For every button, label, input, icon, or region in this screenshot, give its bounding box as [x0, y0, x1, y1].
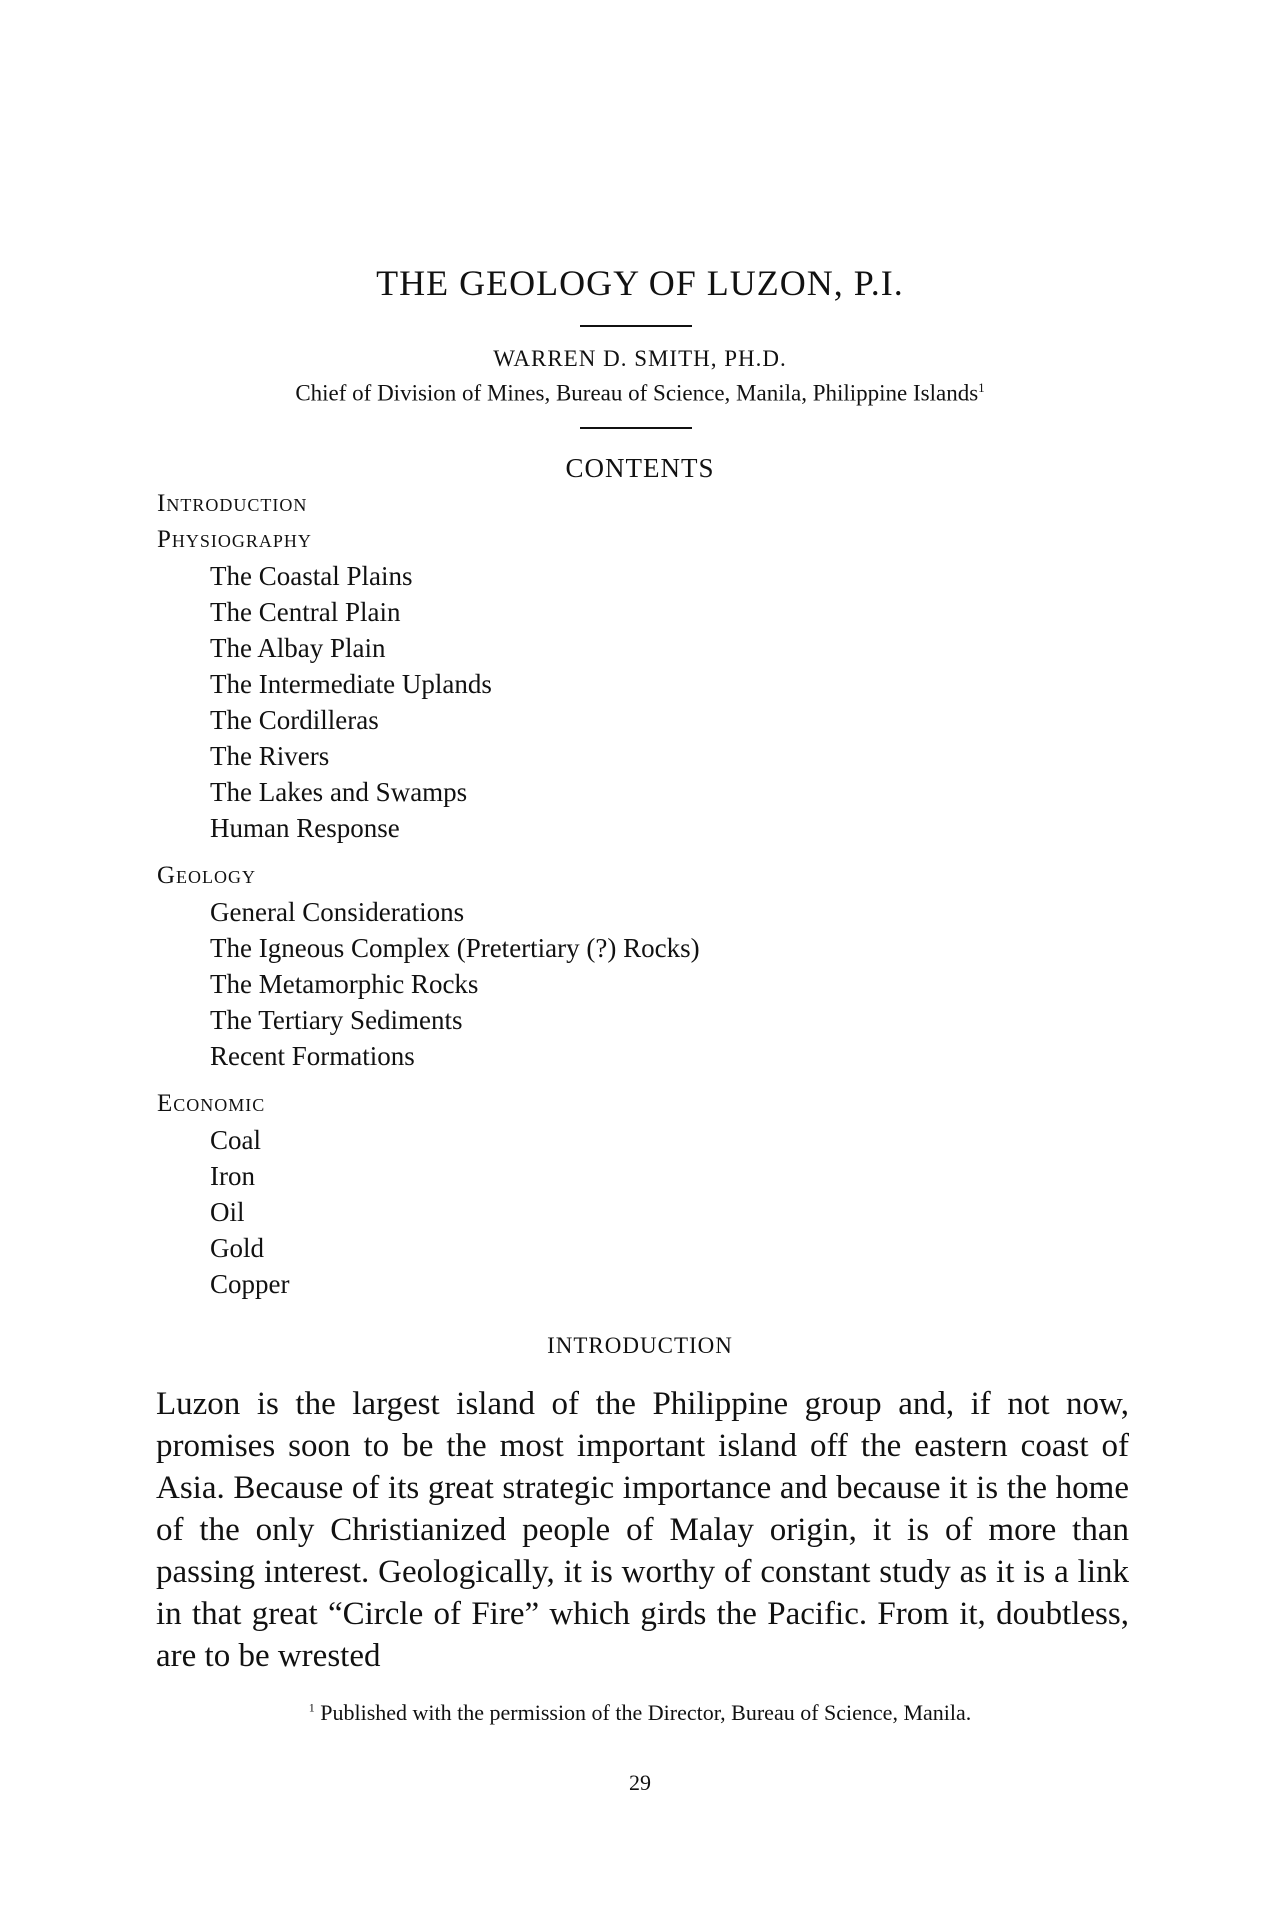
toc-section-title: Physiography [157, 526, 312, 553]
toc-section-economic [157, 1086, 1137, 1302]
title-divider [580, 325, 692, 327]
toc-item: The Rivers [210, 741, 330, 771]
toc-item: General Considerations [210, 897, 465, 927]
toc-item: Gold [210, 1233, 264, 1263]
toc-item-list [157, 894, 1137, 1074]
toc-item: Coal [210, 1125, 261, 1155]
toc-section-title: Economic [157, 1090, 266, 1117]
toc-item: Oil [210, 1197, 245, 1227]
introduction-paragraph: Luzon is the largest island of the Philippine group and, if not now, promises soon to be the most important island off the eastern coast of Asia. Because of its great strategic importance and because it is the home of the only Christianized people of Malay origin, it is of more than passing interest. Geologically, it is worthy of constant study as it is a link in that great “Circle of Fire” which girds the Pacific. From it, doubtless, are to be wrested [156, 1386, 1129, 1674]
toc-item: Recent Formations [210, 1041, 415, 1071]
toc-item: The Tertiary Sediments [210, 1005, 463, 1035]
toc-section-title: Introduction [157, 490, 308, 517]
author-affiliation [0, 380, 1280, 407]
footnote-text: Published with the permission of the Director, Bureau of Science, Manila. [320, 1700, 972, 1725]
footnote [0, 1700, 1280, 1726]
toc-item: The Metamorphic Rocks [210, 969, 479, 999]
toc-item: The Albay Plain [210, 633, 386, 663]
toc-item: Iron [210, 1161, 255, 1191]
toc-section-physiography [157, 522, 1137, 846]
toc-item: The Lakes and Swamps [210, 777, 468, 807]
introduction-heading: INTRODUCTION [547, 1333, 733, 1358]
toc-section-title: Geology [157, 862, 257, 889]
toc-section-introduction [157, 486, 1137, 522]
toc-item: The Igneous Complex (Pretertiary (?) Rocks) [210, 933, 700, 963]
toc-item-list [157, 1122, 1137, 1302]
toc-item-list [157, 558, 1137, 846]
toc-item: The Coastal Plains [210, 561, 413, 591]
toc-item: Human Response [210, 813, 400, 843]
affiliation-text: Chief of Division of Mines, Bureau of Science, Manila, Philippine Islands [295, 380, 979, 406]
toc-item: The Intermediate Uplands [210, 669, 492, 699]
toc-item: The Cordilleras [210, 705, 379, 735]
affiliation-divider [580, 427, 692, 429]
page-number: 29 [629, 1770, 651, 1795]
affiliation-footnote-mark: 1 [978, 380, 985, 395]
table-of-contents [157, 486, 1137, 1314]
toc-section-geology [157, 858, 1137, 1074]
toc-item: The Central Plain [210, 597, 401, 627]
footnote-mark: 1 [308, 1700, 315, 1715]
toc-item: Copper [210, 1269, 290, 1299]
author-name: WARREN D. SMITH, PH.D. [493, 346, 787, 371]
article-title: THE GEOLOGY OF LUZON, P.I. [376, 263, 904, 303]
contents-heading: CONTENTS [565, 453, 715, 483]
